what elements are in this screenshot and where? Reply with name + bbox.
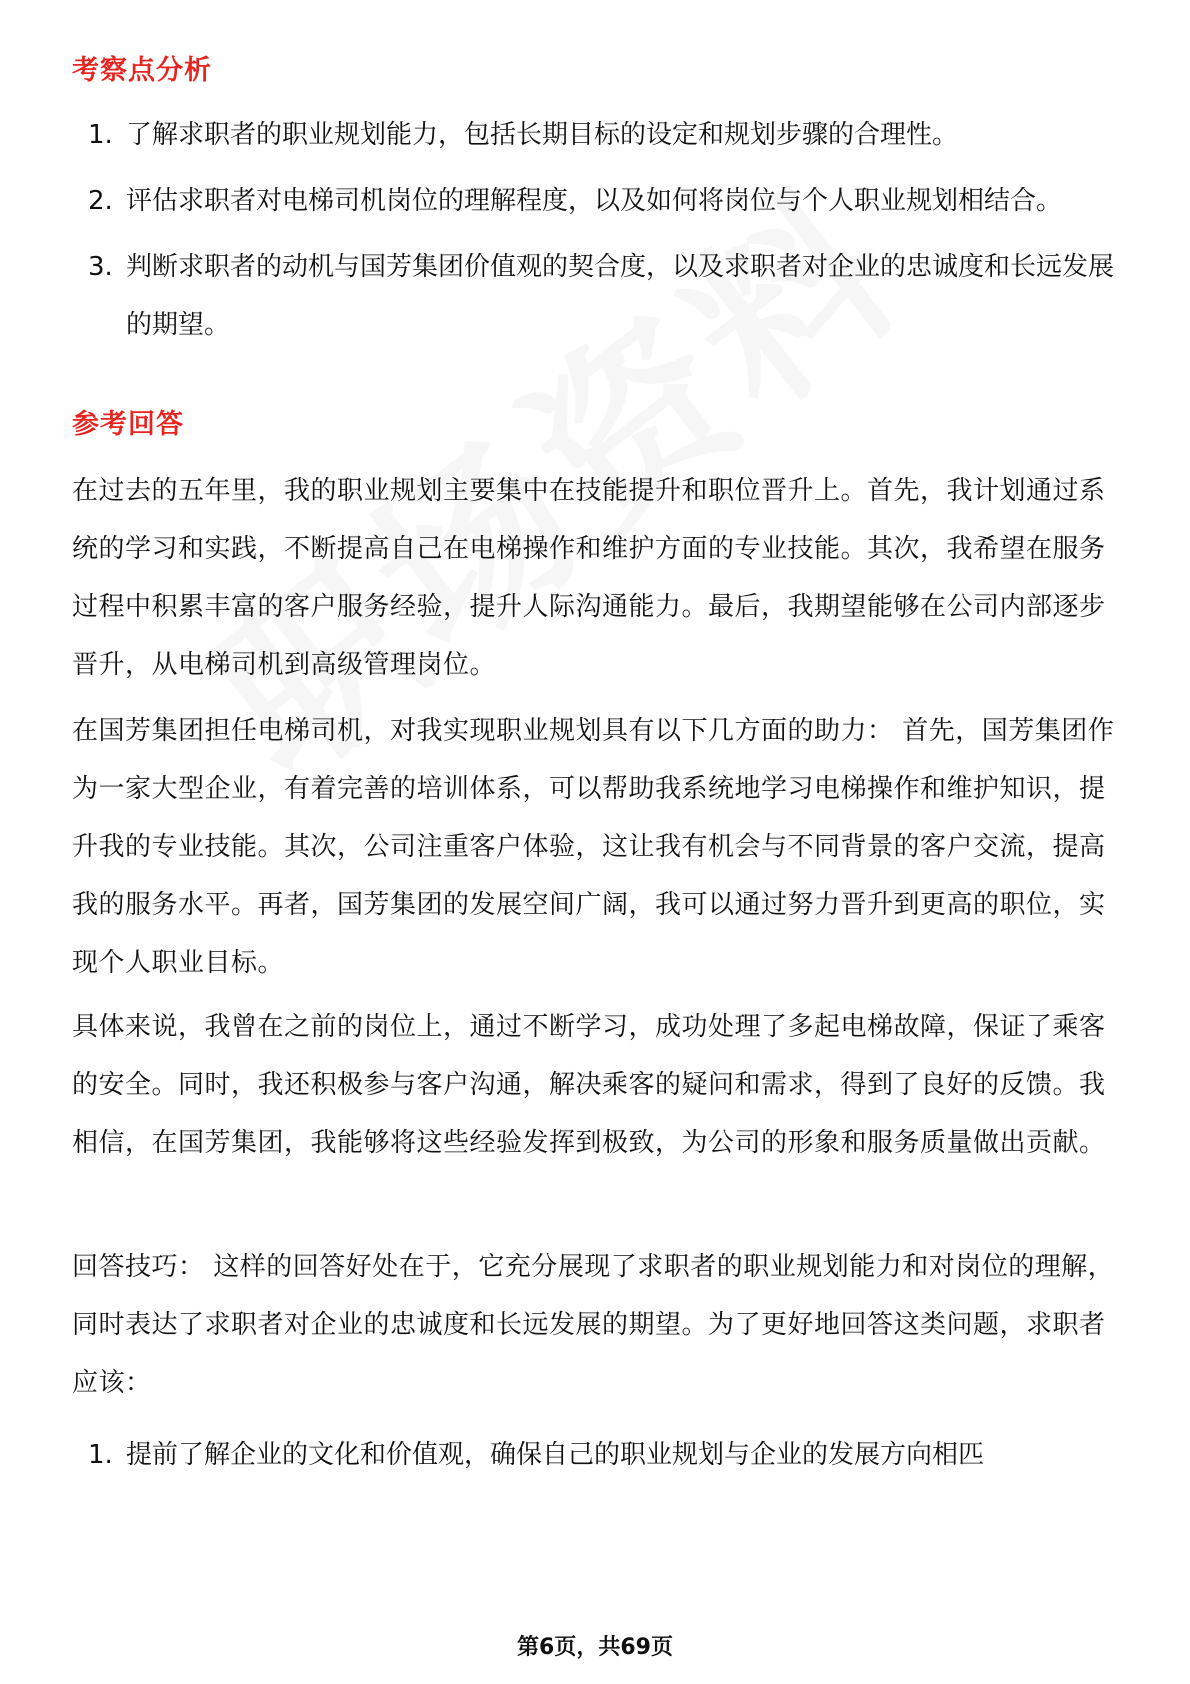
tips-paragraph: 回答技巧： 这样的回答好处在于，它充分展现了求职者的职业规划能力和对岗位的理解，同时表达了求职者对企业的忠诚度和长远发展的期望。为了更好地回答这类问题，求职者应该： [72,1252,1115,1398]
list-item [72,1426,1122,1484]
answer-paragraph: 具体来说，我曾在之前的岗位上，通过不断学习，成功处理了多起电梯故障，保证了乘客的安全。同时，我还积极参与客户沟通，解决乘客的疑问和需求，得到了良好的反馈。我相信，在国芳集团，我能够将这些经验发挥到极致，为公司的形象和服务质量做出贡献。 [72,1012,1106,1158]
list-item [72,238,1122,354]
list-text: 提前了解企业的文化和价值观，确保自己的职业规划与企业的发展方向相匹 [126,1440,985,1470]
list-item [72,106,1122,164]
section-title-answer: 参考回答 [72,409,184,440]
list-text: 了解求职者的职业规划能力，包括长期目标的设定和规划步骤的合理性。 [126,120,959,150]
list-number: 3. [88,252,113,282]
answer-paragraph: 在过去的五年里，我的职业规划主要集中在技能提升和职位晋升上。首先，我计划通过系统的学习和实践，不断提高自己在电梯操作和维护方面的专业技能。其次，我希望在服务过程中积累丰富的客户服务经验，提升人际沟通能力。最后，我期望能够在公司内部逐步晋升，从电梯司机到高级管理岗位。 [72,476,1106,680]
analysis-list [72,106,1122,362]
page-footer: 第6页，共69页 [517,1635,673,1660]
list-text: 评估求职者对电梯司机岗位的理解程度，以及如何将岗位与个人职业规划相结合。 [126,186,1063,216]
answer-paragraph: 在国芳集团担任电梯司机，对我实现职业规划具有以下几方面的助力： 首先，国芳集团作为一家大型企业，有着完善的培训体系，可以帮助我系统地学习电梯操作和维护知识，提升我的专业技能。其次，公司注重客户体验，这让我有机会与不同背景的客户交流，提高我的服务水平。再者，国芳集团的发展空间广阔，我可以通过努力晋升到更高的职位，实现个人职业目标。 [72,716,1115,978]
list-number: 2. [88,186,113,216]
section-title-analysis: 考察点分析 [72,55,212,86]
list-number: 1. [88,1440,113,1470]
list-item [72,172,1122,230]
list-number: 1. [88,120,113,150]
tips-list [72,1426,1122,1492]
list-text: 判断求职者的动机与国芳集团价值观的契合度，以及求职者对企业的忠诚度和长远发展的期望。 [126,252,1115,340]
